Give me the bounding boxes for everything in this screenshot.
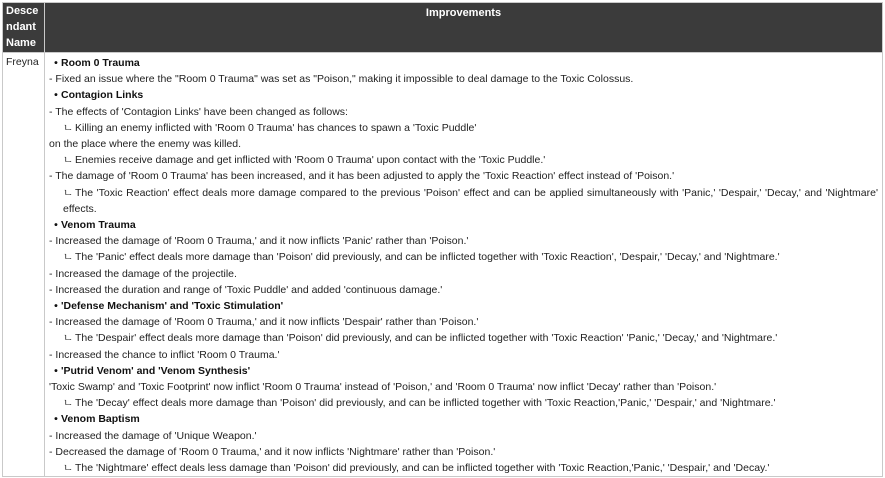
sub-item bbox=[49, 120, 878, 136]
bullet-icon: • bbox=[54, 89, 58, 102]
section-heading-text: 'Defense Mechanism' and 'Toxic Stimulation' bbox=[61, 300, 284, 313]
header-line: Name bbox=[6, 37, 36, 49]
sub-item bbox=[49, 460, 878, 476]
bullet-icon: • bbox=[54, 219, 58, 232]
improvement-lines bbox=[49, 55, 878, 476]
section-heading-text: Venom Baptism bbox=[61, 413, 140, 426]
improvements-cell bbox=[45, 53, 883, 477]
table-row bbox=[3, 53, 883, 477]
section-heading bbox=[49, 298, 878, 314]
sub-item-text: The 'Panic' effect deals more damage than 'Poison' did previously, and can be inflicted together with 'Toxic Reaction', 'Despair,' 'Decay,' and 'Nightmare.' bbox=[75, 251, 780, 264]
header-row bbox=[3, 3, 883, 53]
continuation-text: on the place where the enemy was killed. bbox=[49, 138, 242, 151]
column-header-descendant-name bbox=[3, 3, 45, 53]
change-item: - Fixed an issue where the "Room 0 Trauma" was set as "Poison," making it impossible to deal damage to the Toxic Colossus. bbox=[49, 73, 634, 86]
sub-arrow-icon: ㄴ bbox=[63, 186, 74, 199]
change-item: - The damage of 'Room 0 Trauma' has been increased, and it has been adjusted to apply the 'Toxic Reaction' effect instead of 'Poison.' bbox=[49, 170, 675, 183]
sub-item-text: The 'Toxic Reaction' effect deals more damage compared to the previous 'Poison' effect and can be applied simultaneously with 'Panic,' 'Despair,' 'Decay,' and 'Nightmare' effects. bbox=[63, 186, 878, 215]
sub-item-text: Killing an enemy inflicted with 'Room 0 Trauma' has chances to spawn a 'Toxic Puddle' bbox=[75, 121, 477, 134]
section-heading-text: Venom Trauma bbox=[61, 219, 136, 232]
bullet-icon: • bbox=[54, 364, 58, 377]
change-item: - Increased the chance to inflict 'Room 0 Trauma.' bbox=[49, 348, 280, 361]
sub-arrow-icon: ㄴ bbox=[63, 154, 74, 167]
sub-item bbox=[49, 152, 878, 168]
sub-item bbox=[49, 395, 878, 411]
column-header-improvements: Improvements bbox=[45, 3, 883, 53]
bullet-icon: • bbox=[54, 413, 58, 426]
section-heading bbox=[49, 87, 878, 103]
bullet-icon: • bbox=[54, 57, 58, 69]
change-item: - Increased the duration and range of 'Toxic Puddle' and added 'continuous damage.' bbox=[49, 283, 443, 296]
header-line: ndant bbox=[6, 21, 36, 33]
change-item: - Increased the damage of 'Unique Weapon.' bbox=[49, 429, 257, 442]
sub-item bbox=[49, 185, 878, 217]
section-heading bbox=[49, 363, 878, 379]
change-item: - Increased the damage of 'Room 0 Trauma,' and it now inflicts 'Panic' rather than 'Poison.' bbox=[49, 235, 469, 248]
change-item: - Decreased the damage of 'Room 0 Trauma,' and it now inflicts 'Nightmare' rather than 'Poison.' bbox=[49, 445, 496, 458]
sub-item-text: The 'Nightmare' effect deals less damage than 'Poison' did previously, and can be inflicted together with 'Toxic Reaction,'Panic,' 'Despair,' and 'Decay.' bbox=[75, 462, 770, 475]
header-line: Desce bbox=[6, 5, 39, 17]
sub-arrow-icon: ㄴ bbox=[63, 121, 74, 134]
section-heading-text: Contagion Links bbox=[61, 89, 144, 102]
section-heading-text: Room 0 Trauma bbox=[61, 57, 140, 69]
sub-item bbox=[49, 330, 878, 346]
sub-arrow-icon: ㄴ bbox=[63, 462, 74, 475]
sub-item-text: The 'Decay' effect deals more damage than 'Poison' did previously, and can be inflicted together with 'Toxic Reaction,'Panic,' 'Despair,' and 'Nightmare.' bbox=[75, 397, 776, 410]
sub-arrow-icon: ㄴ bbox=[63, 251, 74, 264]
section-heading-text: 'Putrid Venom' and 'Venom Synthesis' bbox=[61, 364, 251, 377]
change-item: - Increased the damage of the projectile. bbox=[49, 267, 237, 280]
bullet-icon: • bbox=[54, 300, 58, 313]
change-item: - The effects of 'Contagion Links' have been changed as follows: bbox=[49, 105, 348, 118]
sub-arrow-icon: ㄴ bbox=[63, 332, 74, 345]
section-heading bbox=[49, 411, 878, 427]
sub-item-text: The 'Despair' effect deals more damage than 'Poison' did previously, and can be inflicted together with 'Toxic Reaction' 'Panic,' 'Decay,' and 'Nightmare.' bbox=[75, 332, 778, 345]
change-item: - Increased the damage of 'Room 0 Trauma,' and it now inflicts 'Despair' rather than 'Poison.' bbox=[49, 316, 479, 329]
sub-arrow-icon: ㄴ bbox=[63, 397, 74, 410]
section-heading bbox=[49, 55, 878, 71]
change-item: 'Toxic Swamp' and 'Toxic Footprint' now inflict 'Room 0 Trauma' instead of 'Poison,' and 'Room 0 Trauma' now inflict 'Decay' rather than 'Poison.' bbox=[49, 381, 717, 394]
sub-item-text: Enemies receive damage and get inflicted with 'Room 0 Trauma' upon contact with the 'Toxic Puddle.' bbox=[75, 154, 546, 167]
section-heading bbox=[49, 217, 878, 233]
sub-item bbox=[49, 249, 878, 265]
descendant-name-cell: Freyna bbox=[3, 53, 45, 477]
patch-notes-table bbox=[2, 2, 883, 477]
